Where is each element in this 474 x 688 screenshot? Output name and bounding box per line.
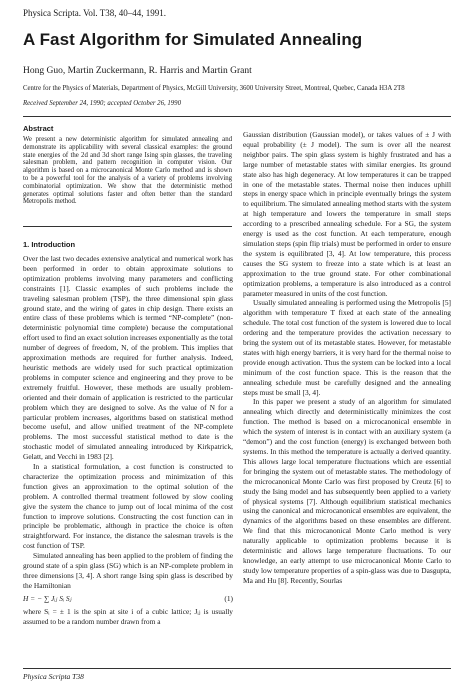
equation-body: H = − ∑ Jᵢⱼ Sᵢ Sⱼ [23,593,72,603]
hamiltonian-equation [23,593,233,605]
intro-paragraph-1: Over the last two decades extensive analytical and numerical work has been performed in order to obtain approximate solutions to optimization problems involving many parameters and conflicting constraints [1]. Classic examples of such problems include the traveling salesman problem (TSP), the three dimensional spin glass ground state, and the wiring of gates in chip design. There exists an entire class of these problems which is termed “NP-complete” (non-deterministic polynomial time complete) because the computational effort used to find an exact solution increases exponentially as the total number of degrees of freedom, N, of the problem. This implies that approximation methods are required for further analysis. Indeed, heuristic methods are widely used for such practical optimization problems in computer science and engineering and they prove to be extremely fruitful. However, these methods are usually problem-oriented and their domain of application is restricted to the particular problem which they are designed to solve. As the value of N for a particular problem increases, algorithms based on statistical method become useful, and allow unified treatment of the NP-complete problems. The most successful statistical method to date is the stochastic model of simulated annealing introduced by Kirkpatrick, Gelatt, and Vecchi in 1983 [2]. [23,254,233,462]
author-list: Hong Guo, Martin Zuckermann, R. Harris and Martin Grant [23,66,252,76]
journal-citation: Physica Scripta. Vol. T38, 40–44, 1991. [23,8,167,18]
left-column [23,254,233,627]
header-rule [23,116,451,117]
right-column [243,130,451,586]
footer-rule [23,668,451,669]
abstract-text: We present a new deterministic algorithm for simulated annealing and demonstrate its applicability with several classical examples: the ground state energies of the 2d and 3d short range Ising spin glasses, the traveling salesman problem, and pattern recognition in computer vision. Our algorithm is based on a microcanonical Monte Carlo method and is shown to be a powerful tool for the analysis of a variety of problems involving combinatorial optimization. We show that the deterministic method generates optimal solutions faster and often better than the standard Metropolis method. [23,136,232,206]
received-dates: Received September 24, 1990; accepted October 26, 1990 [23,100,181,107]
intro-paragraph-4: where Sᵢ = ± 1 is the spin at site i of a cubic lattice; Jᵢⱼ is usually assumed to be a random number drawn from a [23,606,233,626]
equation-number: (1) [224,593,233,603]
abstract-rule [23,226,232,227]
intro-paragraph-3: Simulated annealing has been applied to the problem of finding the ground state of a spin glass (SG) which is an NP-complete problem in three dimensions [3, 4]. A short range Ising spin glass is described by the Hamiltonian [23,551,233,590]
right-paragraph-2: Usually simulated annealing is performed using the Metropolis [5] algorithm with temperature T fixed at each state of the annealing schedule. The total cost function of the system is lowered due to local ordering and the temperature provides the activation necessary to bring the system out of its metastable states. However, for metastable states with high energy barriers, it is very hard for the thermal noise to provide enough activation. Thus the system can be locked into a local minimum of the cost function space. This is the reason that the annealing schedule must be carefully designed and the annealing steps must be small [3, 4]. [243,298,451,397]
affiliation: Centre for the Physics of Materials, Department of Physics, McGill University, 3600 University Street, Montreal, Quebec, Canada H3A 2T8 [23,85,405,92]
footer-journal: Physica Scripta T38 [23,672,84,681]
right-paragraph-3: In this paper we present a study of an algorithm for simulated annealing which directly and deterministically minimizes the cost function. The method is based on a microcanonical ensemble in which the system of interest is in contact with an auxiliary system (a “demon”) and the cost function (energy) is exchanged between both systems. In this method the temperature is actually a derived quantity. This allows large local temperature fluctuations which are essential for bringing the system out of metastable states. The methodology of the microcanonical Monte Carlo was first proposed by Creutz [6] to study the Ising model and has subsequently been applied to a variety of physical systems [7]. Although equilibrium statistical mechanics using the canonical and microcanonical ensembles are equivalent, the dynamics of the algorithms based on these ensembles are different. We find that this microcanonical Monte Carlo method is very naturally applicable to optimization problems because it is deterministic and allows large temperature fluctuations. To our knowledge, an early attempt to use microcanonical Monte Carlo to study low temperature properties of a spin-glass was due to Dasgupta, Ma and Hu [8]. Recently, Sourlas [243,397,451,585]
section-heading-introduction: 1. Introduction [23,240,76,249]
paper-title: A Fast Algorithm for Simulated Annealing [23,30,363,49]
abstract-heading: Abstract [23,124,54,133]
right-paragraph-1: Gaussian distribution (Gaussian model), or takes values of ± J with equal probability (± J model). The sum is over all the nearest neighbor pairs. The spin glass system is highly frustrated and has a large number of metastable states with similar energies. Its ground state also has high degeneracy. At low temperatures it can be trapped in one of the metastable states. Thermal noise then induces uphill steps in energy space which in principle eventually brings the system to equilibrium. The simulated annealing method starts with the system at high temperature and lowers the temperature in small steps according to a prescribed annealing schedule. For a SG, the system energy is used as the cost function. At each temperature, enough simulation steps (spin flip trials) must be performed in order to ensure the system is equilibrated [3, 4]. At low temperature, this process causes the SG system to freeze into a state which is at least an approximation to the true ground state. For other combinational optimization problems, a temperature is also introduced as a control parameter measured in units of the cost function. [243,130,451,298]
intro-paragraph-2: In a statistical formulation, a cost function is constructed to characterize the optimization process and minimization of this function gives an approximation to the optimal solution of the problem. A controlled thermal treatment followed by slow cooling give the system the chance to jump out of local minima of the cost function to improve solutions. Constructing the cost function can in principle be problematic, although in practice the choice is often straightforward. For instance, the distance the salesman travels is the cost function of TSP. [23,462,233,551]
